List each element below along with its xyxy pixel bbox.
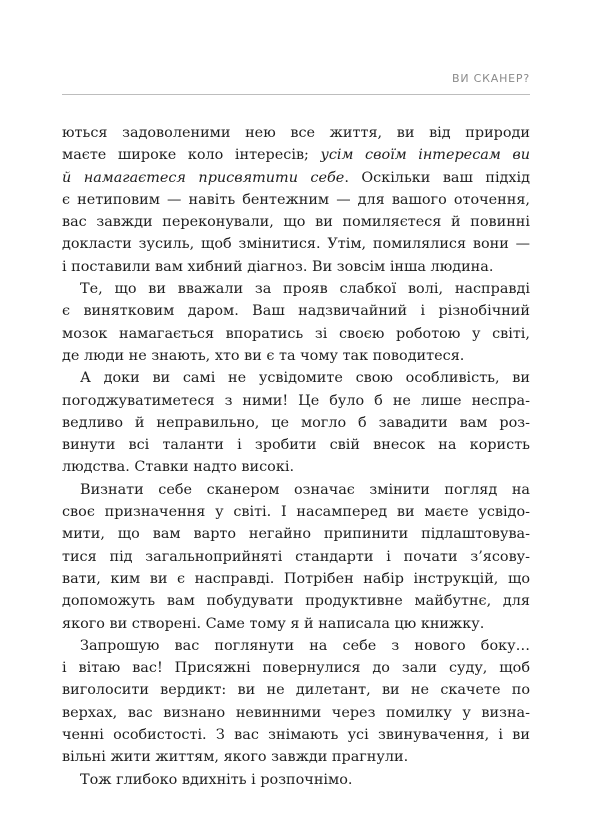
- text-run: і поставили вам хибний діагноз. Ви зовсім інша людина.: [62, 258, 494, 275]
- text-run: . Оскільки ваш підхід: [344, 169, 530, 186]
- text-line: [62, 278, 530, 300]
- text-line: [62, 345, 530, 367]
- text-run: ються задоволеними нею все життя, ви від природи: [62, 125, 530, 141]
- text-line: [62, 613, 530, 635]
- text-line: [62, 300, 530, 322]
- text-run: мити, що вам варто негайно припинити підлаштовува-: [62, 526, 530, 543]
- text-run: Запрошую вас поглянути на себе з нового боку…: [80, 637, 530, 654]
- header-rule: [62, 94, 530, 95]
- text-run: вас завжди переконували, що ви помиляєтеся й повинні: [62, 214, 530, 231]
- text-line: [62, 144, 530, 166]
- text-run: тися під загальноприйняті стандарти і почати з’ясову-: [62, 548, 530, 565]
- text-line: [62, 590, 530, 612]
- text-run: ченні особистості. З вас знімають усі звинувачення, і ви: [62, 727, 530, 744]
- text-run: верхах, вас визнано невинними через помилку у визна-: [62, 704, 530, 721]
- body-text: [62, 122, 530, 791]
- text-line: [62, 769, 530, 791]
- text-line: [62, 256, 530, 278]
- text-run: своє призначення у світі. І насамперед ви маєте усвідо-: [62, 504, 530, 521]
- text-run: і вітаю вас! Присяжні повернулися до зали суду, щоб: [62, 660, 530, 677]
- text-line: [62, 211, 530, 233]
- text-line: [62, 122, 530, 144]
- text-run: вільні жити життям, якого завжди прагнули.: [62, 749, 409, 766]
- text-line: [62, 367, 530, 389]
- text-run: є винятковим даром. Ваш надзвичайний і різнобічний: [62, 303, 530, 320]
- text-line: [62, 746, 530, 768]
- text-line: [62, 434, 530, 456]
- text-run: А доки ви самі не усвідомите свою особливість, ви: [80, 370, 530, 387]
- text-run: Тож глибоко вдихніть і розпочнімо.: [80, 771, 353, 788]
- text-run: ведливо й неправильно, це могло б завадити вам роз-: [62, 414, 530, 431]
- text-run: й намагаєтеся присвятити себе: [62, 169, 345, 186]
- text-run: де люди не знають, хто ви є та чому так поводитеся.: [62, 347, 465, 364]
- text-line: [62, 189, 530, 211]
- text-line: [62, 724, 530, 746]
- text-line: [62, 233, 530, 255]
- text-line: [62, 546, 530, 568]
- text-line: [62, 412, 530, 434]
- text-line: [62, 657, 530, 679]
- text-run: людства. Ставки надто високі.: [62, 459, 295, 476]
- text-run: усім своїм інтересам ви: [320, 147, 530, 164]
- text-line: [62, 501, 530, 523]
- text-run: погоджуватиметеся з ними! Це було б не лише неспра-: [62, 392, 530, 409]
- text-line: [62, 479, 530, 501]
- text-run: виголосити вердикт: ви не дилетант, ви не скачете по: [62, 682, 530, 699]
- text-line: [62, 390, 530, 412]
- text-line: [62, 323, 530, 345]
- text-line: [62, 523, 530, 545]
- text-run: якого ви створені. Саме тому я й написала цю книжку.: [62, 615, 485, 632]
- text-line: [62, 568, 530, 590]
- running-header: ВИ СКАНЕР?: [452, 72, 530, 85]
- text-line: [62, 456, 530, 478]
- text-run: Те, що ви вважали за прояв слабкої волі, насправді: [80, 281, 530, 298]
- text-line: [62, 679, 530, 701]
- text-run: вати, ким ви є насправді. Потрібен набір інструкцій, що: [62, 570, 530, 587]
- text-run: маєте широке коло інтересів;: [62, 147, 321, 164]
- text-run: Визнати себе сканером означає змінити погляд на: [80, 481, 530, 498]
- text-run: докласти зусиль, щоб змінитися. Утім, помилялися вони —: [62, 236, 530, 253]
- text-run: є нетиповим — навіть бентежним — для вашого оточення,: [62, 191, 530, 208]
- text-line: [62, 635, 530, 657]
- text-run: допоможуть вам побудувати продуктивне майбутнє, для: [62, 593, 530, 610]
- text-line: [62, 702, 530, 724]
- text-run: винути всі таланти і зробити свій внесок на користь: [62, 437, 530, 454]
- text-line: [62, 167, 530, 189]
- text-run: мозок намагається впоратись зі своєю роботою у світі,: [62, 325, 530, 342]
